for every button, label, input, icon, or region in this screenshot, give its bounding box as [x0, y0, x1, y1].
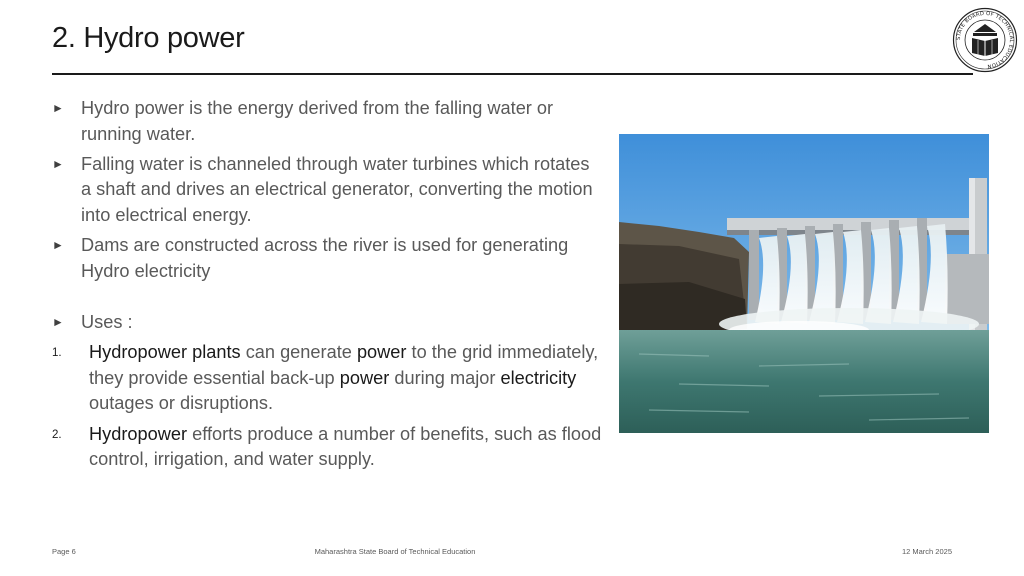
bullet-list [52, 96, 604, 336]
bullet-item [52, 96, 604, 147]
seal-lettering: STATE BOARD OF TECHNICAL EDUCATION [955, 10, 1015, 69]
term-hydropower: Hydropower [89, 423, 188, 444]
bullet-item [52, 233, 604, 284]
use-text [89, 342, 598, 413]
slide-title: 2. Hydro power [52, 22, 245, 54]
uses-list [52, 340, 604, 472]
use-text-part: efforts produce a number of benefits, such as flood control, irrigation, and water supply. [89, 423, 602, 470]
bullet-text: Falling water is channeled through water turbines which rotates a shaft and drives an electrical generator, converting the motion into electrical energy. [81, 153, 593, 225]
triangle-right-icon: ► [52, 315, 64, 330]
triangle-right-icon: ► [52, 237, 64, 252]
use-text-part: can generate [240, 342, 357, 363]
use-number: 1. [52, 347, 62, 360]
term-power: power [356, 342, 407, 363]
slide-body [52, 96, 604, 477]
bullet-item [52, 152, 604, 229]
use-text [89, 424, 601, 470]
uses-heading [52, 310, 604, 336]
uses-label: Uses : [81, 312, 133, 333]
msbte-seal-icon [952, 7, 1018, 73]
footer-date: 12 March 2025 [901, 547, 952, 556]
footer-organization: Maharashtra State Board of Technical Education [314, 547, 476, 556]
bullet-text: Hydro power is the energy derived from the falling water or running water. [81, 98, 554, 144]
use-text-part: to the grid immediately, they provide essential back-up [89, 342, 599, 388]
term-electricity: electricity [500, 367, 577, 388]
term-hydropower-plants: Hydropower plants [89, 342, 241, 363]
term-power: power [339, 367, 390, 388]
bullet-text: Dams are constructed across the river is used for generating Hydro electricity [81, 234, 569, 281]
use-item [52, 340, 604, 417]
use-number: 2. [52, 428, 62, 441]
triangle-right-icon: ► [52, 101, 64, 115]
use-item [52, 422, 604, 473]
use-text-part: outages or disruptions. [89, 393, 274, 414]
dam-photo [619, 134, 989, 433]
footer-page-number: Page 6 [52, 547, 76, 556]
title-underline [52, 73, 973, 75]
use-text-part: during major [389, 367, 501, 388]
triangle-right-icon: ► [52, 156, 64, 171]
